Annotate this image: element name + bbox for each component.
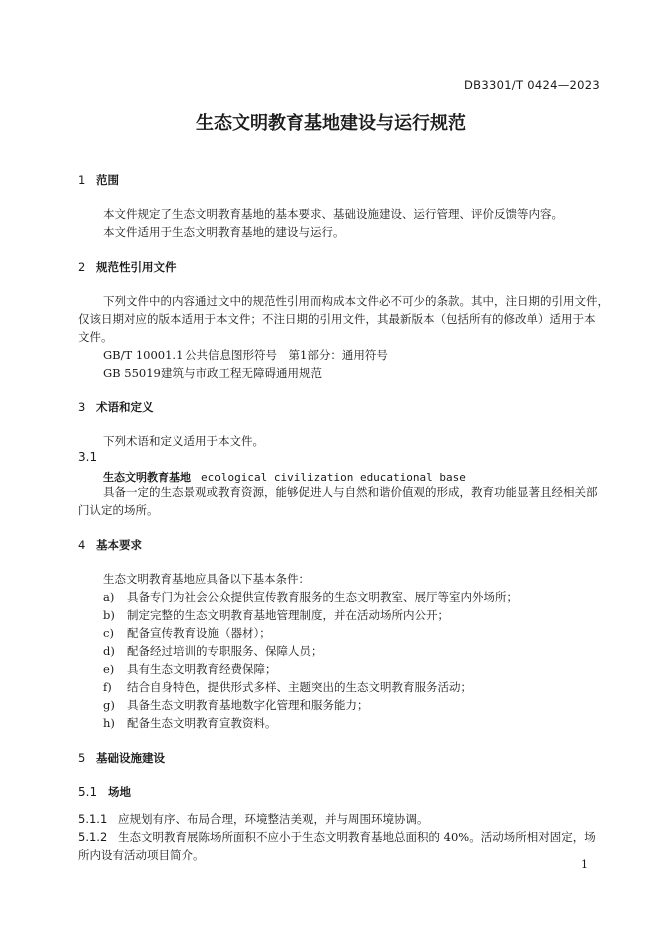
list-text: 结合自身特色，提供形式多样、主题突出的生态文明教育服务活动； (127, 680, 472, 694)
section-number: 5 (78, 751, 86, 765)
section-title: 规范性引用文件 (96, 260, 177, 274)
section-5-heading (78, 750, 165, 766)
paragraph-line: 下列文件中的内容通过文中的规范性引用而构成本文件必不可少的条款。其中，注日期的引用文件， (103, 294, 609, 308)
reference-item (103, 347, 388, 363)
clause-number: 5.1.2 (78, 830, 108, 844)
page-number: 1 (581, 858, 588, 871)
list-marker: b) (103, 608, 115, 622)
subsection-title: 场地 (108, 785, 131, 799)
list-marker: f) (103, 680, 112, 694)
subsection-number: 5.1 (78, 785, 98, 799)
section-2-heading (78, 259, 177, 275)
paragraph: 本文件适用于生态文明教育基地的建设与运行。 (103, 225, 345, 239)
reference-title: 公共信息图形符号 第1部分：通用符号 (185, 348, 388, 362)
clause (78, 829, 596, 845)
list-marker: g) (103, 698, 115, 712)
section-title: 基础设施建设 (96, 751, 165, 765)
term-number: 3.1 (78, 450, 98, 464)
reference-code: GB/T 10001.1 (103, 348, 184, 362)
list-item (103, 607, 449, 623)
list-marker: d) (103, 644, 115, 658)
paragraph: 本文件规定了生态文明教育基地的基本要求、基础设施建设、运行管理、评价反馈等内容。 (103, 207, 563, 221)
list-text: 制定完整的生态文明教育基地管理制度，并在活动场所内公开； (127, 608, 449, 622)
section-number: 1 (78, 173, 86, 187)
list-text: 具备专门为社会公众提供宣传教育服务的生态文明教室、展厅等室内外场所； (127, 590, 518, 604)
section-title: 范围 (96, 173, 119, 187)
list-text: 配备宣传教育设施（器材）； (127, 626, 271, 640)
section-1-heading (78, 172, 119, 188)
section-3-heading (78, 399, 154, 415)
section-number: 4 (78, 538, 86, 552)
term-entry (103, 466, 466, 485)
definition-line: 具备一定的生态景观或教育资源，能够促进人与自然和谐价值观的形成，教育功能显著且经相关部 (103, 485, 598, 499)
document-number: DB3301/T 0424—2023 (464, 78, 600, 92)
clause (78, 811, 429, 827)
reference-title: 建筑与市政工程无障碍通用规范 (161, 366, 322, 380)
list-text: 配备经过培训的专职服务、保障人员； (127, 644, 323, 658)
section-number: 2 (78, 260, 86, 274)
term-chinese: 生态文明教育基地 (103, 471, 191, 484)
clause-text: 应规划有序、布局合理，环境整洁美观，并与周围环境协调。 (118, 812, 429, 826)
section-number: 3 (78, 400, 86, 414)
list-marker: a) (103, 590, 115, 604)
list-item (103, 679, 472, 695)
list-item (103, 697, 369, 713)
paragraph: 生态文明教育基地应具备以下基本条件： (103, 572, 310, 586)
clause-number: 5.1.1 (78, 812, 108, 826)
page-title: 生态文明教育基地建设与运行规范 (196, 113, 466, 134)
section-4-heading (78, 537, 142, 553)
reference-item (103, 365, 322, 381)
list-marker: h) (103, 716, 115, 730)
list-text: 具备生态文明教育基地数字化管理和服务能力； (127, 698, 369, 712)
list-marker: e) (103, 662, 115, 676)
term-english: ecological civilization educational base (201, 471, 466, 484)
list-item (103, 715, 277, 731)
list-item (103, 661, 277, 677)
clause-text: 生态文明教育展陈场所面积不应小于生态文明教育基地总面积的 40%。活动场所相对固定，场 (118, 830, 596, 844)
paragraph: 下列术语和定义适用于本文件。 (103, 434, 264, 448)
list-text: 具有生态文明教育经费保障； (127, 662, 277, 676)
list-text: 配备生态文明教育宣教资料。 (127, 716, 277, 730)
list-item (103, 625, 271, 641)
reference-code: GB 55019 (103, 366, 161, 380)
paragraph-line: 仅该日期对应的版本适用于本文件；不注日期的引用文件，其最新版本（包括所有的修改单）适用于本 (78, 312, 596, 326)
section-title: 术语和定义 (96, 400, 154, 414)
section-title: 基本要求 (96, 538, 142, 552)
subsection-heading (78, 784, 131, 800)
list-item (103, 589, 518, 605)
list-item (103, 643, 323, 659)
clause-continuation: 所内设有活动项目简介。 (78, 848, 205, 862)
paragraph-line: 文件。 (78, 330, 113, 344)
definition-line: 门认定的场所。 (78, 503, 159, 517)
list-marker: c) (103, 626, 114, 640)
